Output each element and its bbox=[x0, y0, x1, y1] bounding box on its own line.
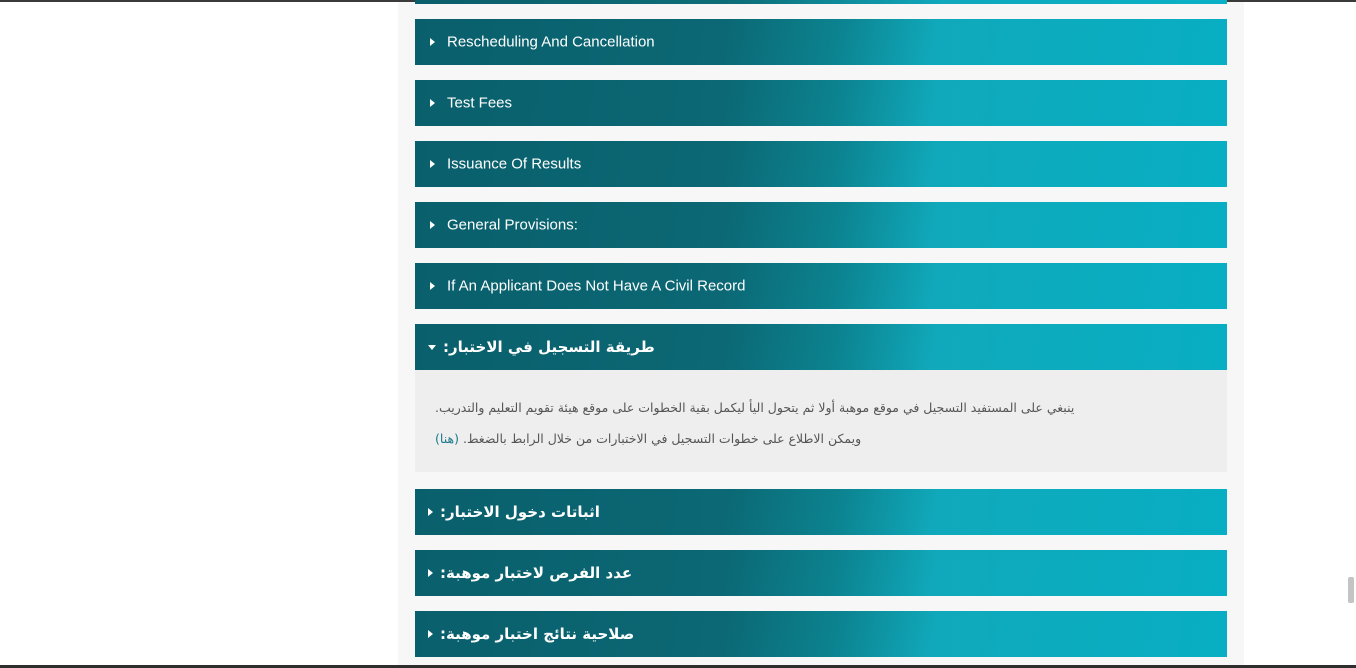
accordion-panel-registration-method bbox=[415, 370, 1227, 472]
caret-right-icon bbox=[428, 569, 433, 577]
accordion-header-results[interactable] bbox=[415, 141, 1227, 187]
accordion-header-civil-record[interactable] bbox=[415, 263, 1227, 309]
accordion-title: If An Applicant Does Not Have A Civil Record bbox=[447, 277, 746, 295]
accordion-title: Issuance Of Results bbox=[447, 155, 582, 173]
scrollbar-thumb[interactable] bbox=[1348, 577, 1354, 603]
caret-right-icon bbox=[430, 38, 435, 46]
accordion-header-attempts-count[interactable] bbox=[415, 550, 1227, 596]
accordion-title: اثباتات دخول الاختبار: bbox=[440, 503, 600, 521]
accordion-header-results-validity[interactable] bbox=[415, 611, 1227, 657]
accordion-title: General Provisions: bbox=[447, 216, 578, 234]
accordion-title: صلاحية نتائج اختبار موهبة: bbox=[440, 625, 635, 643]
accordion-title: Rescheduling And Cancellation bbox=[447, 33, 655, 51]
caret-right-icon bbox=[430, 160, 435, 168]
caret-right-icon bbox=[428, 508, 433, 516]
panel-text-line: (هنا) .ويمكن الاطلاع على خطوات التسجيل في الاختبارات من خلال الرابط بالضغط bbox=[435, 431, 862, 446]
accordion-header-rescheduling[interactable] bbox=[415, 19, 1227, 65]
accordion-title: Test Fees bbox=[447, 94, 513, 112]
accordion-header-registration-method[interactable] bbox=[415, 324, 1227, 370]
accordion-header-partial[interactable] bbox=[415, 0, 1227, 4]
accordion-header-test-fees[interactable] bbox=[415, 80, 1227, 126]
accordion-header-general-provisions[interactable] bbox=[415, 202, 1227, 248]
here-link[interactable]: (هنا) bbox=[435, 431, 459, 446]
accordion-title: طريقة التسجيل في الاختبار: bbox=[443, 338, 655, 356]
caret-right-icon bbox=[430, 99, 435, 107]
panel-text-line: .ينبغي على المستفيد التسجيل في موقع موهبة أولا ثم يتحول اليأ ليكمل بقية الخطوات على موقع هيئة تقويم التعليم والتدريب bbox=[435, 400, 1075, 415]
accordion-header-entry-proofs[interactable] bbox=[415, 489, 1227, 535]
caret-right-icon bbox=[430, 221, 435, 229]
caret-right-icon bbox=[430, 282, 435, 290]
accordion-title: عدد الفرص لاختبار موهبة: bbox=[440, 564, 633, 582]
caret-down-icon bbox=[428, 345, 436, 350]
caret-right-icon bbox=[428, 630, 433, 638]
